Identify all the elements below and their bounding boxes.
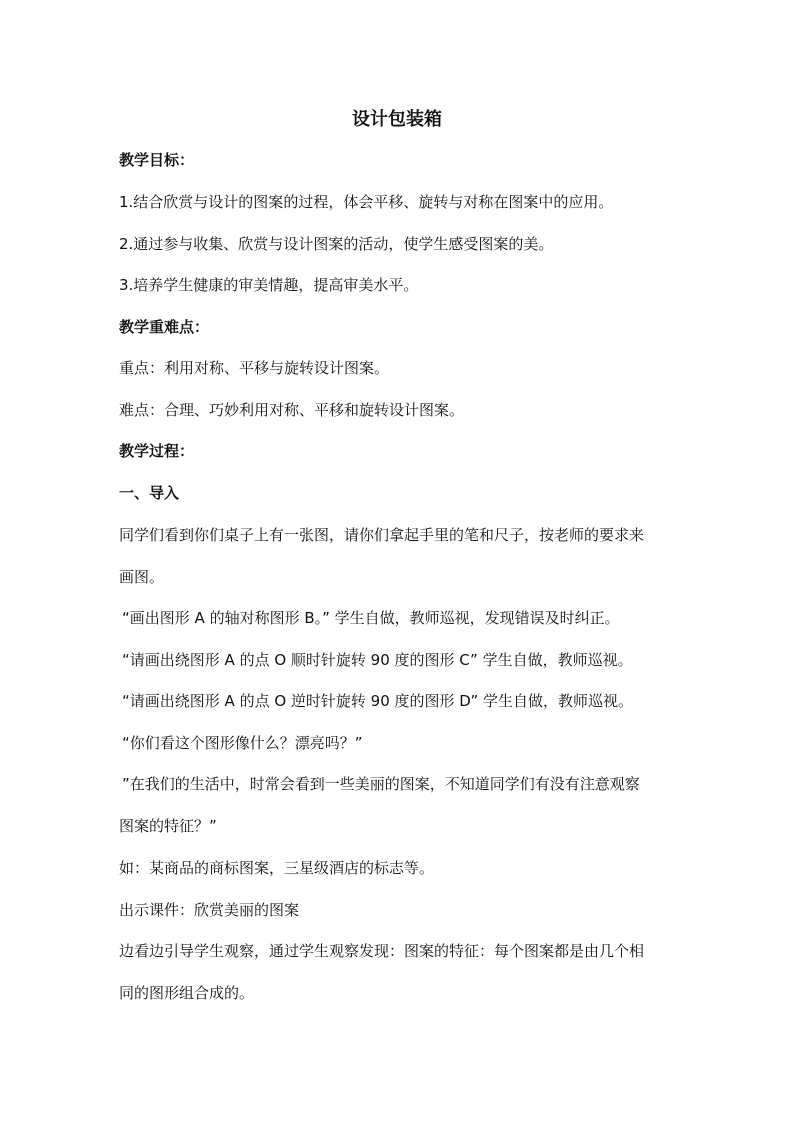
paragraph-line: 如：某商品的商标图案，三星级酒店的标志等。 xyxy=(119,859,435,877)
paragraph-line: “请画出绕图形 A 的点 O 逆时针旋转 90 度的图形 D” 学生自做，教师巡视。 xyxy=(122,692,633,710)
paragraph-line: 画图。 xyxy=(119,568,165,586)
paragraph-line: “画出图形 A 的轴对称图形 B。” 学生自做，教师巡视，发现错误及时纠正。 xyxy=(122,609,620,627)
heading-key-points: 教学重难点： xyxy=(119,318,210,336)
paragraph-line: “请画出绕图形 A 的点 O 顺时针旋转 90 度的图形 C” 学生自做，教师巡视。 xyxy=(122,651,633,669)
paragraph-line: 出示课件：欣赏美丽的图案 xyxy=(119,901,300,919)
paragraph-line: 边看边引导学生观察，通过学生观察发现：图案的特征：每个图案都是由几个相 xyxy=(119,942,645,960)
paragraph-line: 同学们看到你们桌子上有一张图，请你们拿起手里的笔和尺子，按老师的要求来 xyxy=(119,526,645,544)
paragraph-line: “你们看这个图形像什么？漂亮吗？” xyxy=(122,734,363,752)
goal-item-2: 2.通过参与收集、欣赏与设计图案的活动，使学生感受图案的美。 xyxy=(119,235,554,253)
document-title: 设计包装箱 xyxy=(352,109,442,130)
paragraph-line: 同的图形组合成的。 xyxy=(119,984,255,1002)
key-point-text: 重点：利用对称、平移与旋转设计图案。 xyxy=(119,359,390,377)
difficulty-text: 难点：合理、巧妙利用对称、平移和旋转设计图案。 xyxy=(119,401,465,419)
heading-teaching-process: 教学过程： xyxy=(119,442,195,460)
heading-teaching-goals: 教学目标： xyxy=(119,151,195,169)
section-heading-intro: 一、导入 xyxy=(119,484,180,502)
goal-item-1: 1.结合欣赏与设计的图案的过程，体会平移、旋转与对称在图案中的应用。 xyxy=(119,193,614,211)
goal-item-3: 3.培养学生健康的审美情趣，提高审美水平。 xyxy=(119,276,419,294)
paragraph-line: 图案的特征？” xyxy=(119,817,217,835)
paragraph-line: ”在我们的生活中，时常会看到一些美丽的图案，不知道同学们有没有注意观察 xyxy=(122,775,640,793)
